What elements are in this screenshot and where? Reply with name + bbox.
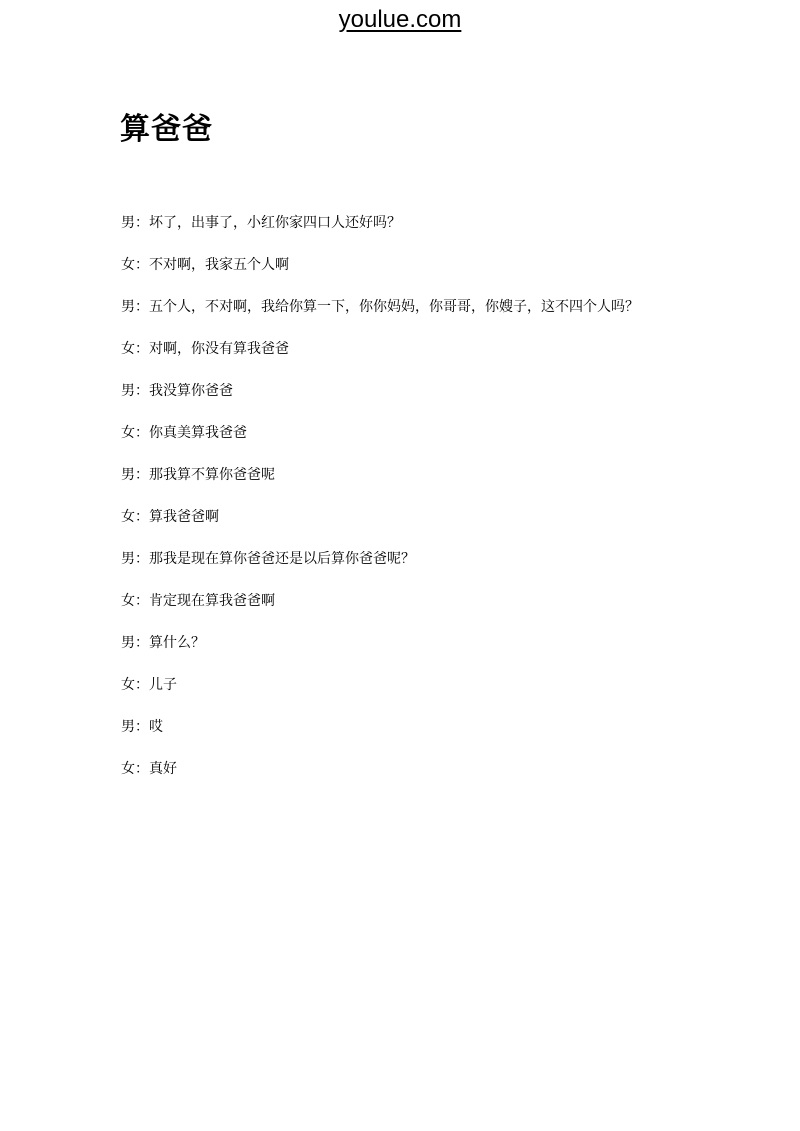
- dialogue-line: 女：儿子: [121, 677, 177, 693]
- dialogue-line: 男：那我算不算你爸爸呢: [121, 467, 275, 483]
- dialogue-line: 女：对啊，你没有算我爸爸: [121, 341, 289, 357]
- dialogue-list: [121, 210, 741, 798]
- dialogue-line: 男：坏了，出事了，小红你家四口人还好吗？: [121, 215, 401, 231]
- dialogue-line: 女：不对啊，我家五个人啊: [121, 257, 289, 273]
- dialogue-line: 男：算什么？: [121, 635, 205, 651]
- dialogue-line: 女：真好: [121, 761, 177, 777]
- dialogue-line: 女：你真美算我爸爸: [121, 425, 247, 441]
- document-title: 算爸爸: [120, 112, 213, 147]
- dialogue-line: 女：肯定现在算我爸爸啊: [121, 593, 275, 609]
- site-link[interactable]: youlue.com: [338, 6, 462, 33]
- dialogue-line: 男：那我是现在算你爸爸还是以后算你爸爸呢？: [121, 551, 415, 567]
- dialogue-line: 男：哎: [121, 719, 163, 735]
- dialogue-line: 男：五个人，不对啊，我给你算一下，你你妈妈，你哥哥，你嫂子，这不四个人吗？: [121, 299, 639, 315]
- dialogue-line: 女：算我爸爸啊: [121, 509, 219, 525]
- dialogue-line: 男：我没算你爸爸: [121, 383, 233, 399]
